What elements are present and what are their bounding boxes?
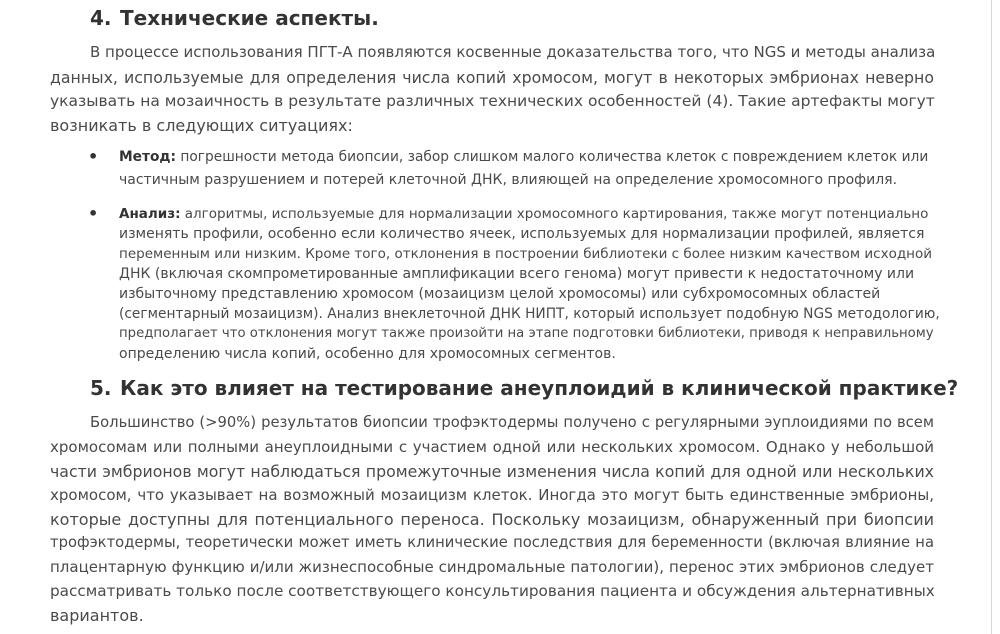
bullet-first-line (119, 206, 928, 222)
paragraph-line: В процессе использования ПГТ-А появляются косвенные доказательства того, что NGS и методы анализа (90, 43, 936, 61)
bullet-line: предполагает что отклонения могут также произойти на этапе подготовки библиотеки, приводя к неправильному (119, 326, 934, 341)
page-edge-divider (991, 0, 992, 634)
bullet-line: изменять профили, особенно если количество ячеек, используемых для нормализации профилей, является (119, 226, 925, 242)
bullet-line: ДНК (включая скомпрометированные амплификации всего генома) могут привести к недостаточному или (119, 266, 915, 282)
paragraph-line: данных, используемые для определения числа копий хромосом, могут в некоторых эмбрионах неверно (50, 68, 934, 87)
bullet-first-line (119, 149, 928, 165)
paragraph-line: вариантов. (50, 606, 144, 625)
paragraph-line: хромосом, что указывает на возможный мозаицизм клеток. Иногда это могут быть единственные эмбрионы, (50, 486, 934, 504)
bullet-text: погрешности метода биопсии, забор слишком малого количества клеток с повреждением клеток или (176, 149, 929, 165)
bullet-line: избыточному представлению хромосом (мозаицизм целой хромосомы) или субхромосомных областей (119, 286, 881, 302)
bullet-line: определению числа копий, особенно для хромосомных сегментов. (119, 346, 616, 362)
paragraph-line: хромосомам или полными анеуплоидными с участием одной или нескольких хромосом. Однако у небольшой (50, 438, 934, 456)
paragraph-line: плацентарную функцию и/или жизнеспособные синдромальные патологии), перенос этих эмбрионов следует (50, 558, 934, 576)
bullet-line: частичным разрушением и потерей клеточной ДНК, влияющей на определение хромосомного профиля. (119, 172, 898, 188)
paragraph-line: трофэктодермы, теоретически может иметь клинические последствия для беременности (включая влияние на (50, 534, 934, 551)
paragraph-line: возникать в следующих ситуациях: (50, 116, 353, 135)
section-4-number: 4. (90, 6, 112, 30)
bullet-term: Анализ: (119, 206, 181, 222)
bullet-term: Метод: (119, 149, 177, 165)
bullet-marker: • (88, 204, 99, 223)
bullet-text: алгоритмы, используемые для нормализации хромосомного картирования, также могут потенциально (180, 206, 929, 222)
bullet-line: переменным или низким. Кроме того, отклонения в построении библиотеки с более низким качеством исходной (119, 246, 933, 262)
section-5-heading (90, 376, 958, 400)
section-4-title: Технические аспекты. (120, 6, 379, 30)
section-5-title: Как это влияет на тестирование анеуплоидий в клинической практике? (120, 376, 959, 400)
paragraph-line: Большинство (>90%) результатов биопсии трофэктодермы получено с регулярными эуплоидиями по всем (90, 414, 934, 431)
section-4-heading (90, 6, 379, 30)
bullet-marker: • (88, 147, 99, 166)
paragraph-line: рассматривать только после соответствующего консультирования пациента и обсуждения альтернативных (50, 582, 935, 600)
bullet-line: (сегментарный мозаицизм). Анализ внеклеточной ДНК НИПТ, который использует подобную NGS методологию, (119, 306, 940, 322)
paragraph-line: указывать на мозаичность в результате различных технических особенностей (4). Такие артефакты могут (50, 92, 935, 110)
section-5-number: 5. (90, 376, 112, 400)
paragraph-line: которые доступны для потенциального переноса. Поскольку мозаицизм, обнаруженный при биопсии (50, 510, 934, 529)
paragraph-line: части эмбрионов могут наблюдаться промежуточные изменения числа копий для одной или нескольких (50, 462, 934, 481)
